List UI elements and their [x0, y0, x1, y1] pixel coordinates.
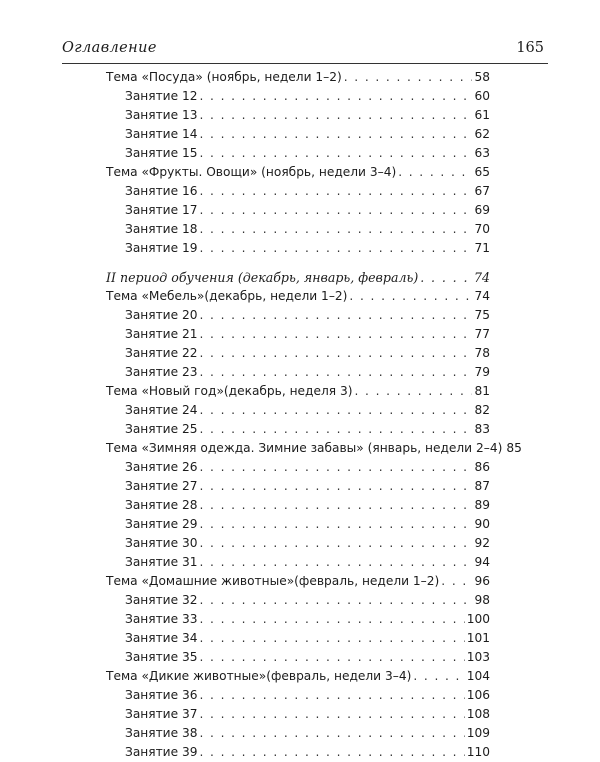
toc-entry-page: 61 [474, 108, 490, 122]
toc-entry-label: Занятие 34 [125, 631, 198, 645]
toc-dot-leader [199, 144, 472, 163]
toc-entry-page: 63 [474, 146, 490, 160]
toc-dot-leader [355, 382, 473, 401]
toc-dot-leader [199, 239, 472, 258]
toc-entry-page: 74 [474, 289, 490, 303]
toc-entry-label: Занятие 15 [125, 146, 198, 160]
toc-entry-label: Занятие 29 [125, 517, 198, 531]
toc-dot-leader [199, 125, 472, 144]
toc-entry-label: Тема «Мебель»(декабрь, недели 1–2) [106, 289, 348, 303]
toc-entry-page: 65 [474, 165, 490, 179]
toc-lesson-entry [125, 496, 490, 515]
toc-lesson-entry [125, 648, 490, 667]
toc-dot-leader [344, 68, 473, 87]
toc-entry-label: Занятие 16 [125, 184, 198, 198]
toc-entry-page: 101 [466, 631, 490, 645]
toc-dot-leader [199, 705, 464, 724]
toc-lesson-entry [125, 420, 490, 439]
toc-lesson-entry [125, 591, 490, 610]
toc-entry-label: Занятие 24 [125, 403, 198, 417]
toc-entry-page: 75 [474, 308, 490, 322]
toc-entry-label: Занятие 23 [125, 365, 198, 379]
toc-entry-page: 74 [473, 270, 490, 285]
toc-topic-entry [106, 439, 522, 458]
toc-entry-page: 103 [466, 650, 490, 664]
toc-lesson-entry [125, 363, 490, 382]
toc-entry-page: 109 [466, 726, 490, 740]
toc-entry-page: 70 [474, 222, 490, 236]
toc-entry-label: Занятие 13 [125, 108, 198, 122]
toc-lesson-entry [125, 743, 490, 762]
toc-entry-page: 82 [474, 403, 490, 417]
toc-entry-label: Занятие 14 [125, 127, 198, 141]
toc-dot-leader [420, 268, 472, 287]
toc-dot-leader [441, 572, 472, 591]
toc-entry-page: 106 [466, 688, 490, 702]
toc-topic-entry [106, 163, 490, 182]
toc-dot-leader [199, 496, 472, 515]
toc-lesson-entry [125, 239, 490, 258]
toc-lesson-entry [125, 515, 490, 534]
toc-entry-label: Занятие 30 [125, 536, 198, 550]
toc-dot-leader [199, 344, 472, 363]
toc-topic-entry [106, 572, 490, 591]
running-header-title: Оглавление [62, 40, 157, 56]
toc-entry-page: 104 [466, 669, 490, 683]
toc-dot-leader [199, 724, 464, 743]
toc-entry-label: Занятие 12 [125, 89, 198, 103]
toc-dot-leader [199, 220, 472, 239]
toc-lesson-entry [125, 401, 490, 420]
toc-lesson-entry [125, 144, 490, 163]
toc-entry-label: Тема «Посуда» (ноябрь, недели 1–2) [106, 70, 342, 84]
toc-entry-page: 69 [474, 203, 490, 217]
toc-entry-label: Занятие 25 [125, 422, 198, 436]
toc-entry-page: 71 [474, 241, 490, 255]
toc-entry-page: 98 [474, 593, 490, 607]
toc-entry-page: 81 [474, 384, 490, 398]
toc-entry-page: 94 [474, 555, 490, 569]
toc-entry-label: II период обучения (декабрь, январь, февраль) [106, 270, 419, 285]
toc-entry-label: Занятие 33 [125, 612, 198, 626]
toc-dot-leader [199, 743, 464, 762]
toc-entry-page: 110 [466, 745, 490, 759]
toc-lesson-entry [125, 106, 490, 125]
toc-dot-leader [199, 515, 472, 534]
toc-dot-leader [199, 363, 472, 382]
toc-lesson-entry [125, 325, 490, 344]
toc-topic-entry [106, 667, 490, 686]
toc-dot-leader [199, 401, 472, 420]
page-number: 165 [516, 40, 544, 56]
toc-entry-label: Занятие 17 [125, 203, 198, 217]
toc-entry-label: Занятие 31 [125, 555, 198, 569]
toc-entry-label: Занятие 35 [125, 650, 198, 664]
toc-dot-leader [199, 534, 472, 553]
toc-dot-leader [199, 629, 464, 648]
toc-entry-page: 90 [474, 517, 490, 531]
toc-entry-label: Тема «Домашние животные»(февраль, недели 1–2) [106, 574, 440, 588]
toc-lesson-entry [125, 125, 490, 144]
toc-entry-label: Занятие 28 [125, 498, 198, 512]
toc-lesson-entry [125, 182, 490, 201]
toc-dot-leader [199, 325, 472, 344]
toc-entry-page: 79 [474, 365, 490, 379]
toc-entry-label: Занятие 27 [125, 479, 198, 493]
header-rule [62, 63, 548, 64]
toc-entry-page: 96 [474, 574, 490, 588]
toc-entry-label: Занятие 22 [125, 346, 198, 360]
toc-entry-label: Занятие 38 [125, 726, 198, 740]
toc-entry-label: Занятие 37 [125, 707, 198, 721]
toc-lesson-entry [125, 477, 490, 496]
toc-section-heading [106, 268, 490, 287]
toc-entry-page: 86 [474, 460, 490, 474]
toc-entry-page: 77 [474, 327, 490, 341]
toc-entry-label: Занятие 26 [125, 460, 198, 474]
toc-entry-page: 100 [466, 612, 490, 626]
toc-entry-label: Занятие 18 [125, 222, 198, 236]
toc-dot-leader [199, 306, 472, 325]
toc-lesson-entry [125, 458, 490, 477]
toc-dot-leader [398, 163, 472, 182]
toc-entry-page: 108 [466, 707, 490, 721]
toc-entry-label: Занятие 19 [125, 241, 198, 255]
toc-dot-leader [199, 610, 464, 629]
toc-topic-entry [106, 382, 490, 401]
toc-dot-leader [199, 591, 472, 610]
toc-lesson-entry [125, 724, 490, 743]
toc-lesson-entry [125, 220, 490, 239]
toc-entry-page: 62 [474, 127, 490, 141]
toc-lesson-entry [125, 686, 490, 705]
toc-dot-leader [199, 106, 472, 125]
toc-entry-label: Занятие 32 [125, 593, 198, 607]
toc-dot-leader [199, 182, 472, 201]
toc-lesson-entry [125, 201, 490, 220]
toc-dot-leader [199, 553, 472, 572]
toc-entry-label: Занятие 39 [125, 745, 198, 759]
toc-lesson-entry [125, 87, 490, 106]
toc-dot-leader [199, 87, 472, 106]
toc-lesson-entry [125, 534, 490, 553]
toc-entry-label: Тема «Новый год»(декабрь, неделя 3) [106, 384, 353, 398]
toc-dot-leader [199, 648, 464, 667]
toc-entry-page: 87 [474, 479, 490, 493]
toc-entry-page: 67 [474, 184, 490, 198]
toc-entry-page: 92 [474, 536, 490, 550]
toc-entry-label: Тема «Зимняя одежда. Зимние забавы» (январь, недели 2–4) [106, 441, 503, 455]
toc-dot-leader [199, 420, 472, 439]
toc-entry-label: Занятие 36 [125, 688, 198, 702]
toc-lesson-entry [125, 610, 490, 629]
toc-dot-leader [199, 477, 472, 496]
toc-entry-label: Занятие 20 [125, 308, 198, 322]
toc-entry-label: Тема «Фрукты. Овощи» (ноябрь, недели 3–4) [106, 165, 397, 179]
toc-lesson-entry [125, 629, 490, 648]
running-header [62, 40, 544, 56]
toc-lesson-entry [125, 306, 490, 325]
toc-entry-page: 78 [474, 346, 490, 360]
toc-dot-leader [199, 201, 472, 220]
toc-lesson-entry [125, 705, 490, 724]
toc-dot-leader [349, 287, 472, 306]
toc-lesson-entry [125, 553, 490, 572]
toc-entry-label: Занятие 21 [125, 327, 198, 341]
toc-entry-page: 58 [474, 70, 490, 84]
toc-topic-entry [106, 68, 490, 87]
toc-entry-label: Тема «Дикие животные»(февраль, недели 3–4) [106, 669, 412, 683]
toc-lesson-entry [125, 344, 490, 363]
toc-topic-entry [106, 287, 490, 306]
toc-dot-leader [199, 686, 464, 705]
toc-entry-page: 89 [474, 498, 490, 512]
toc-entry-page: 85 [506, 441, 522, 455]
toc-entry-page: 60 [474, 89, 490, 103]
toc-dot-leader [413, 667, 464, 686]
toc-entry-page: 83 [474, 422, 490, 436]
toc-dot-leader [199, 458, 472, 477]
